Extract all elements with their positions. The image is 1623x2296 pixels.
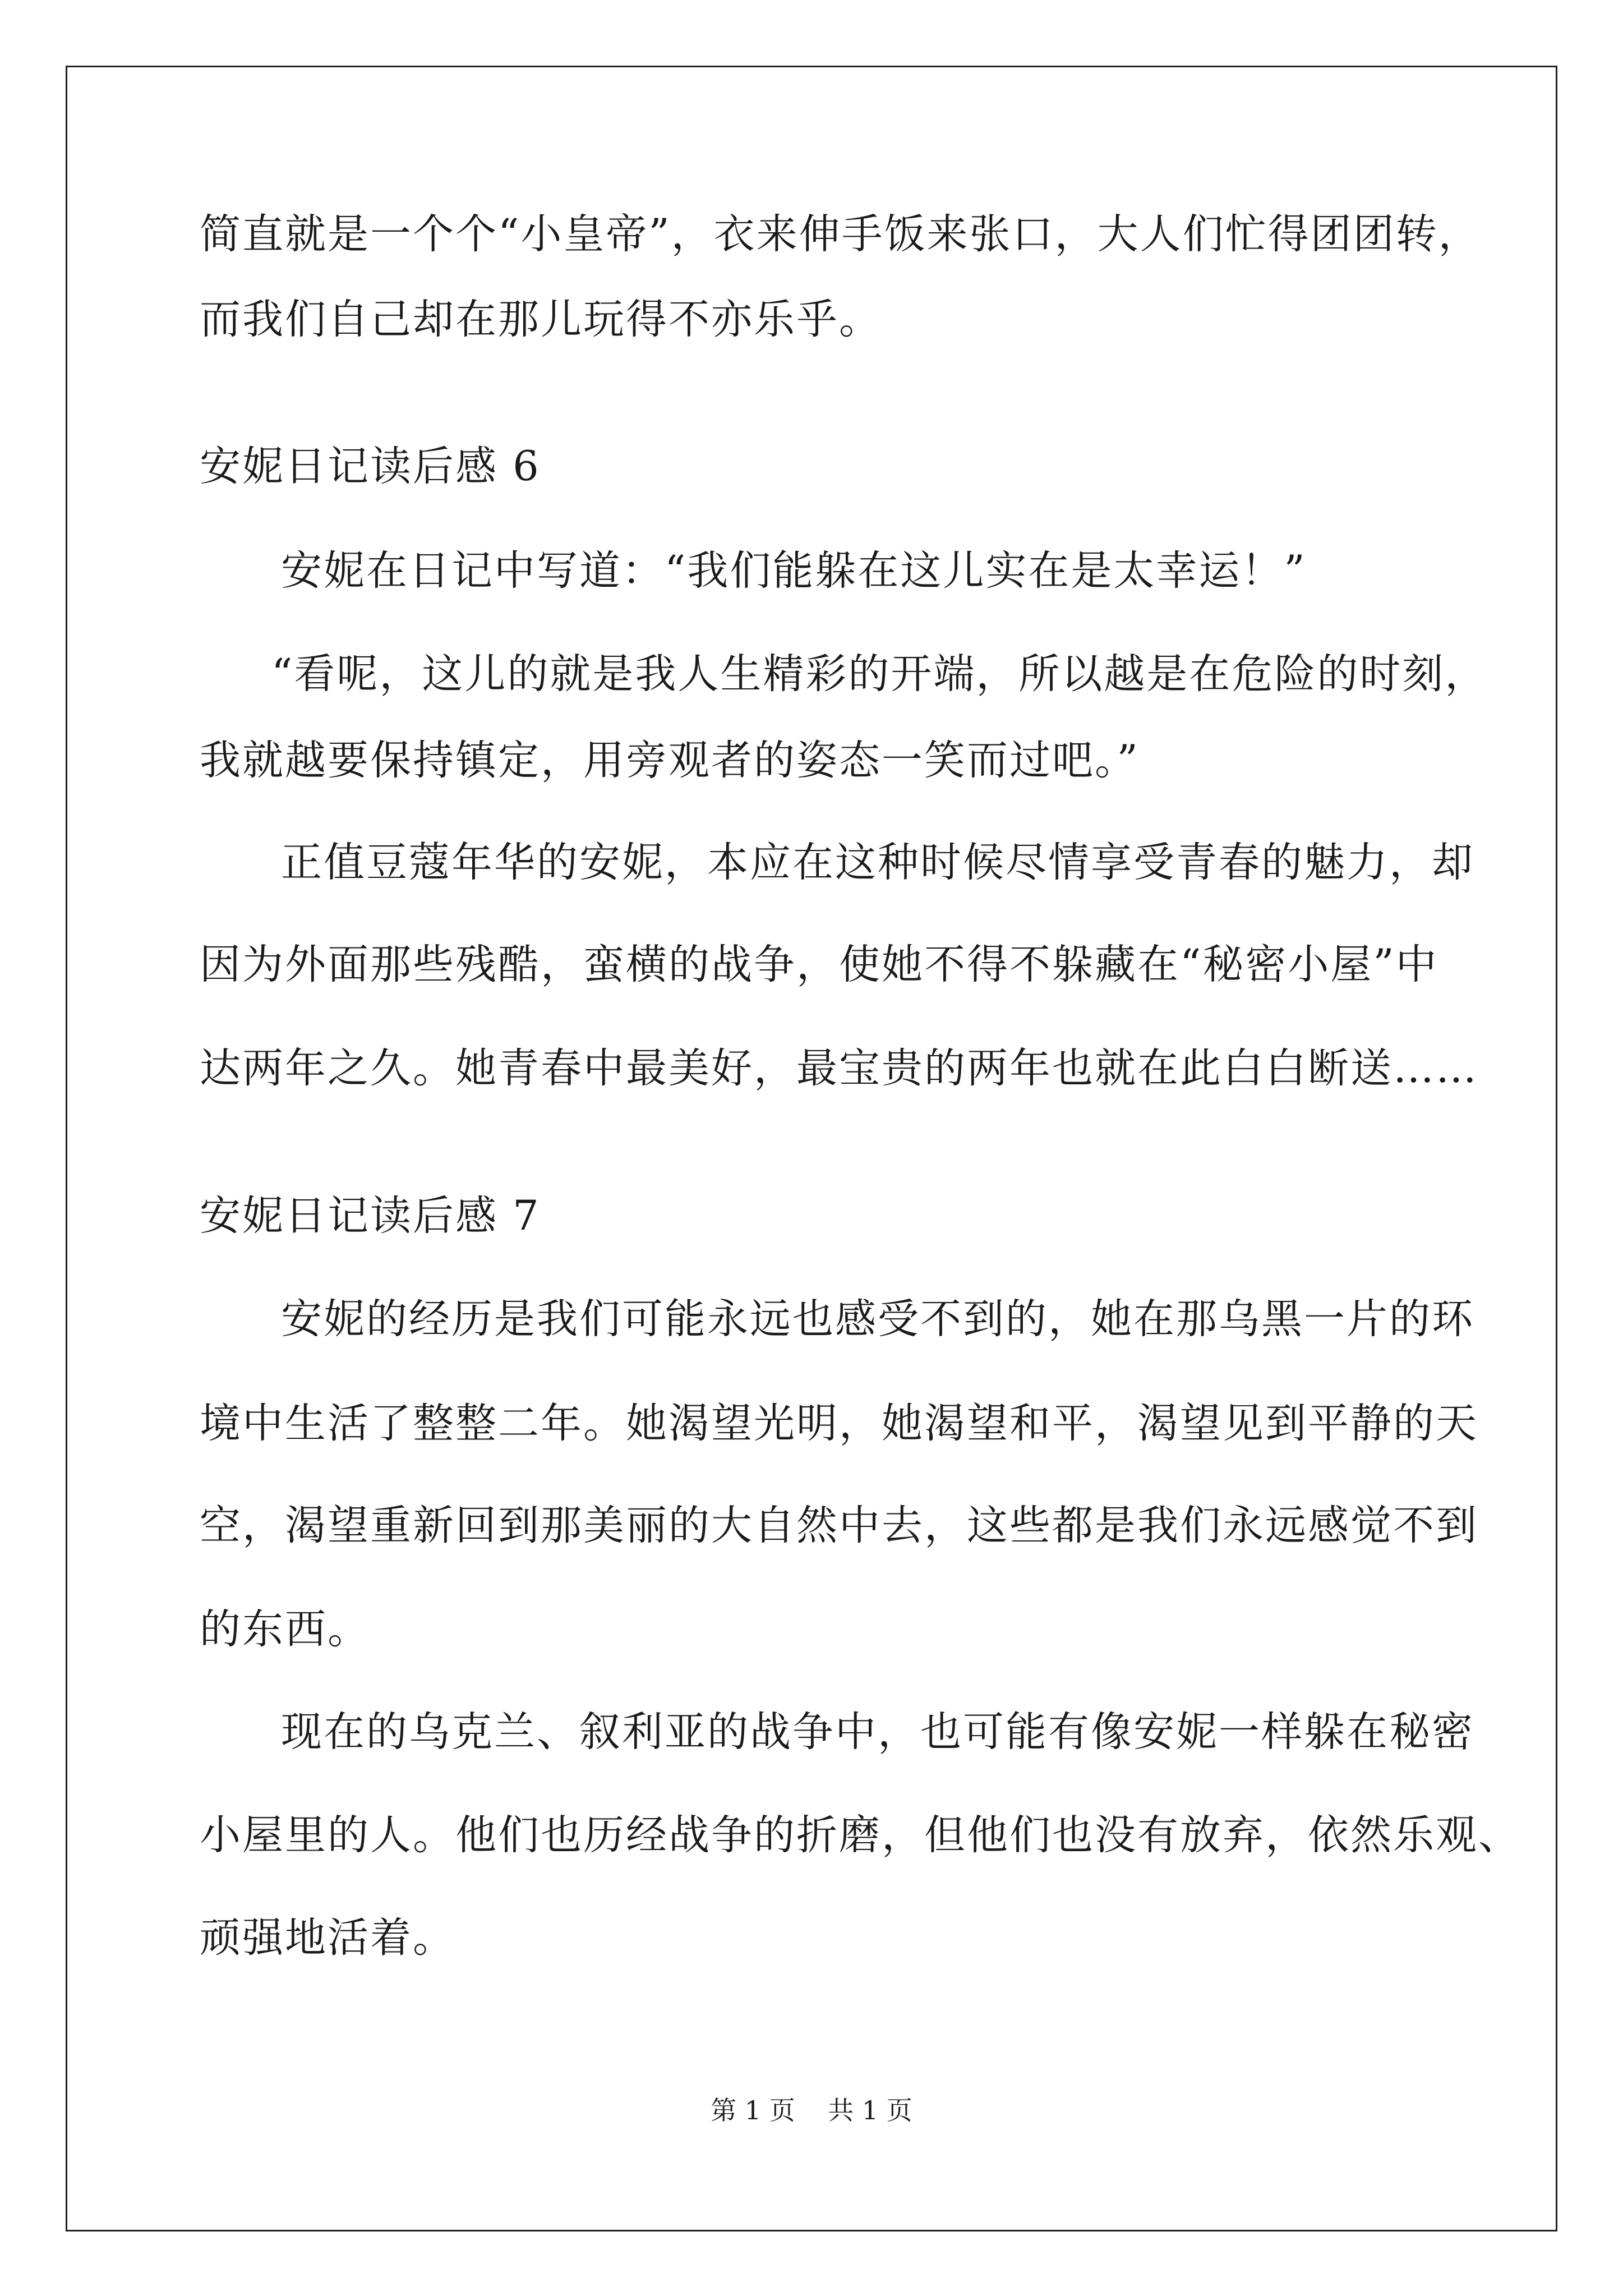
paragraph-start: 正值豆蔻年华的安妮，本应在这种时候尽情享受青春的魅力，却 <box>281 839 1474 886</box>
body-line: 达两年之久。她青春中最美好，最宝贵的两年也就在此白白断送…… <box>200 1045 1478 1092</box>
paragraph-start: 安妮的经历是我们可能永远也感受不到的，她在那乌黑一片的环 <box>281 1295 1474 1343</box>
body-line: 因为外面那些残酷，蛮横的战争，使她不得不躲藏在“秘密小屋”中 <box>200 941 1438 988</box>
page-border <box>66 66 1557 2231</box>
paragraph-start: 现在的乌克兰、叙利亚的战争中，也可能有像安妮一样躲在秘密 <box>281 1708 1474 1756</box>
body-line: 空，渴望重新回到那美丽的大自然中去，这些都是我们永远感觉不到 <box>200 1502 1478 1549</box>
section-heading: 安妮日记读后感 7 <box>200 1192 541 1240</box>
body-line: 简直就是一个个“小皇帝”，衣来伸手饭来张口，大人们忙得团团转， <box>200 210 1481 258</box>
page-footer: 第 1 页 共 1 页 <box>711 2095 912 2125</box>
paragraph-start: 安妮在日记中写道：“我们能躲在这儿实在是太幸运！” <box>281 547 1307 595</box>
body-line: 境中生活了整整二年。她渴望光明，她渴望和平，渴望见到平静的天 <box>200 1400 1478 1447</box>
section-heading: 安妮日记读后感 6 <box>200 443 541 490</box>
body-line: 小屋里的人。他们也历经战争的折磨，但他们也没有放弃，依然乐观、 <box>200 1811 1521 1859</box>
body-line: 我就越要保持镇定，用旁观者的姿态一笑而过吧。” <box>200 737 1140 784</box>
body-line: 而我们自己却在那儿玩得不亦乐乎。 <box>200 296 882 343</box>
body-line: 顽强地活着。 <box>200 1914 455 1962</box>
paragraph-start: “看呢，这儿的就是我人生精彩的开端，所以越是在危险的时刻， <box>271 650 1488 698</box>
body-line: 的东西。 <box>200 1605 370 1653</box>
